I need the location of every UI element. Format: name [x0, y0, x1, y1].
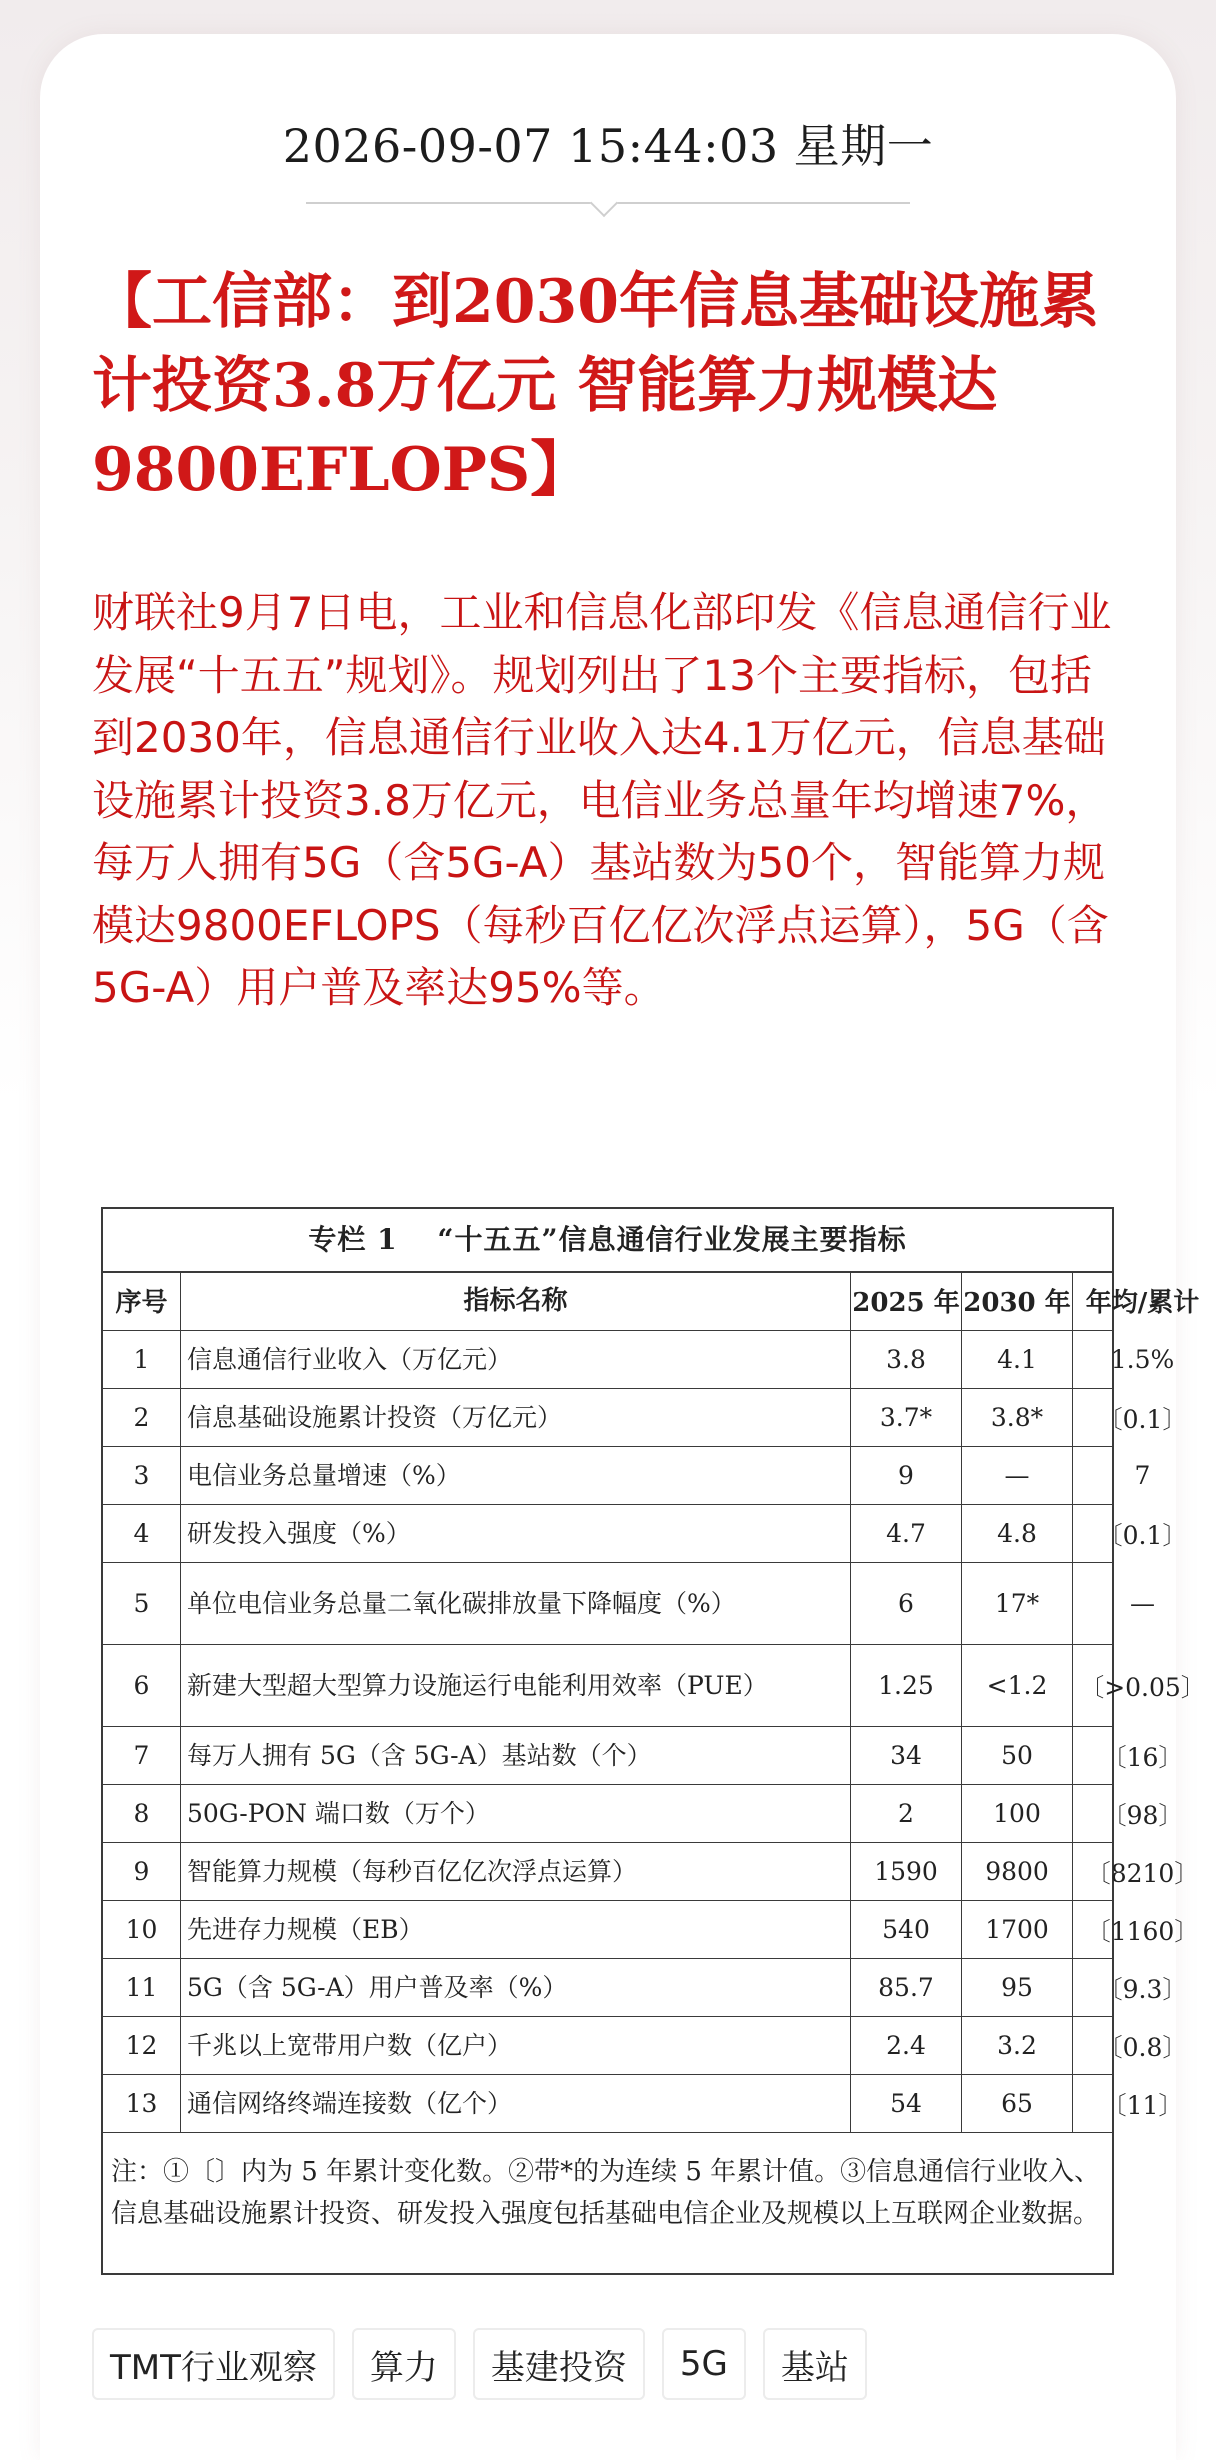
tag-2[interactable]: 基建投资: [473, 2328, 645, 2400]
tag-1[interactable]: 算力: [352, 2328, 456, 2400]
cell-2030: 50: [962, 1727, 1073, 1784]
table-row: [103, 1645, 1206, 1727]
table-note: 注：①〔〕内为 5 年累计变化数。②带*的为连续 5 年累计值。③信息通信行业收入、信息基础设施累计投资、研发投入强度包括基础电信企业及规模以上互联网企业数据。: [111, 2157, 1101, 2229]
cell-no: 3: [103, 1447, 181, 1504]
cell-2030: 3.8*: [962, 1389, 1073, 1446]
cell-no: 6: [103, 1645, 181, 1726]
cell-2025: 3.7*: [851, 1389, 962, 1446]
table-row: [103, 1563, 1155, 1645]
cell-2025: 6: [851, 1563, 962, 1644]
cell-no: 1: [103, 1331, 181, 1388]
cell-indicator-name: 50G-PON 端口数（万个）: [181, 1785, 851, 1842]
cell-no: 10: [103, 1901, 181, 1958]
cell-no: 2: [103, 1389, 181, 1446]
cell-no: 5: [103, 1563, 181, 1644]
indicator-table[interactable]: [101, 1207, 1206, 2275]
cell-2030: 3.2: [962, 2017, 1073, 2074]
cell-change: 〔>0.05〕: [1079, 1672, 1206, 1702]
header-name: 指标名称: [181, 1271, 851, 1330]
tag-4[interactable]: 基站: [763, 2328, 867, 2400]
table-row: [103, 1389, 1188, 1447]
header-2025: 2025 年: [851, 1271, 962, 1330]
cell-indicator-name: 研发投入强度（%）: [181, 1505, 851, 1562]
cell-indicator-name: 信息通信行业收入（万亿元）: [181, 1331, 851, 1388]
table-row: [103, 1331, 1175, 1389]
article-body: 财联社9月7日电，工业和信息化部印发《信息通信行业发展“十五五”规划》。规划列出了13个主要指标，包括到2030年，信息通信行业收入达4.1万亿元，信息基础设施累计投资3.8万亿元，电信业务总量年均增速7%，每万人拥有5G（含5G-A）基站数为50个，智能算力规模达9800EFLOPS（每秒百亿亿次浮点运算），5G（含5G-A）用户普及率达95%等。: [92, 588, 1112, 1012]
cell-indicator-name: 先进存力规模（EB）: [181, 1901, 851, 1958]
cell-no: 4: [103, 1505, 181, 1562]
table-header-row: [103, 1271, 1200, 1331]
table-title: 专栏 1 “十五五”信息通信行业发展主要指标: [103, 1209, 1112, 1273]
cell-2025: 2.4: [851, 2017, 962, 2074]
cell-2025: 85.7: [851, 1959, 962, 2016]
header-change: 年均/累计: [1085, 1288, 1200, 1318]
cell-2025: 34: [851, 1727, 962, 1784]
table-row: [103, 1785, 1184, 1843]
cell-change: 〔11〕: [1101, 2090, 1184, 2120]
cell-indicator-name: 电信业务总量增速（%）: [181, 1447, 851, 1504]
cell-2030: 65: [962, 2075, 1073, 2132]
table-row: [103, 1843, 1200, 1901]
tag-3[interactable]: 5G: [662, 2328, 746, 2400]
cell-2025: 1.25: [851, 1645, 962, 1726]
cell-change: 〔98〕: [1101, 1800, 1184, 1830]
cell-indicator-name: 通信网络终端连接数（亿个）: [181, 2075, 851, 2132]
cell-2030: 95: [962, 1959, 1073, 2016]
cell-2025: 54: [851, 2075, 962, 2132]
article-headline: 【工信部：到2030年信息基础设施累计投资3.8万亿元 智能算力规模达9800EFLOPS】: [92, 267, 1099, 505]
cell-2025: 3.8: [851, 1331, 962, 1388]
cell-no: 11: [103, 1959, 181, 2016]
table-row: [103, 1727, 1184, 1785]
cell-2030: <1.2: [962, 1645, 1073, 1726]
cell-change: 〔9.3〕: [1097, 1974, 1188, 2004]
table-row: [103, 2017, 1188, 2075]
cell-2030: —: [962, 1447, 1073, 1504]
table-row: [103, 1959, 1188, 2017]
cell-no: 13: [103, 2075, 181, 2132]
cell-2025: 4.7: [851, 1505, 962, 1562]
cell-indicator-name: 新建大型超大型算力设施运行电能利用效率（PUE）: [181, 1645, 851, 1726]
cell-indicator-name: 信息基础设施累计投资（万亿元）: [181, 1389, 851, 1446]
cell-change: 7: [1134, 1461, 1151, 1490]
cell-2025: 2: [851, 1785, 962, 1842]
cell-2030: 1700: [962, 1901, 1073, 1958]
cell-change: 〔1160〕: [1085, 1916, 1200, 1946]
cell-indicator-name: 单位电信业务总量二氧化碳排放量下降幅度（%）: [181, 1563, 851, 1644]
header-no: 序号: [103, 1271, 181, 1330]
cell-2030: 17*: [962, 1563, 1073, 1644]
cell-change: 1.5%: [1110, 1345, 1175, 1374]
cell-2025: 1590: [851, 1843, 962, 1900]
table-row: [103, 1901, 1200, 1959]
cell-no: 9: [103, 1843, 181, 1900]
cell-indicator-name: 智能算力规模（每秒百亿亿次浮点运算）: [181, 1843, 851, 1900]
cell-2030: 9800: [962, 1843, 1073, 1900]
cell-change: 〔0.1〕: [1097, 1520, 1188, 1550]
cell-2030: 100: [962, 1785, 1073, 1842]
tag-0[interactable]: TMT行业观察: [92, 2328, 335, 2400]
cell-2030: 4.8: [962, 1505, 1073, 1562]
cell-change: 〔0.8〕: [1097, 2032, 1188, 2062]
table-row: [103, 1505, 1188, 1563]
tag-list: [92, 2328, 867, 2400]
cell-change: —: [1130, 1589, 1155, 1618]
table-row: [103, 2075, 1184, 2133]
header-2030: 2030 年: [962, 1271, 1073, 1330]
cell-2025: 9: [851, 1447, 962, 1504]
cell-indicator-name: 千兆以上宽带用户数（亿户）: [181, 2017, 851, 2074]
cell-change: 〔0.1〕: [1097, 1404, 1188, 1434]
cell-change: 〔16〕: [1101, 1742, 1184, 1772]
cell-2025: 540: [851, 1901, 962, 1958]
cell-no: 7: [103, 1727, 181, 1784]
table-row: [103, 1447, 1151, 1505]
cell-indicator-name: 每万人拥有 5G（含 5G-A）基站数（个）: [181, 1727, 851, 1784]
cell-no: 12: [103, 2017, 181, 2074]
cell-indicator-name: 5G（含 5G-A）用户普及率（%）: [181, 1959, 851, 2016]
cell-2030: 4.1: [962, 1331, 1073, 1388]
cell-change: 〔8210〕: [1085, 1858, 1200, 1888]
publish-datetime: 2026-09-07 15:44:03 星期一: [282, 119, 934, 173]
cell-no: 8: [103, 1785, 181, 1842]
